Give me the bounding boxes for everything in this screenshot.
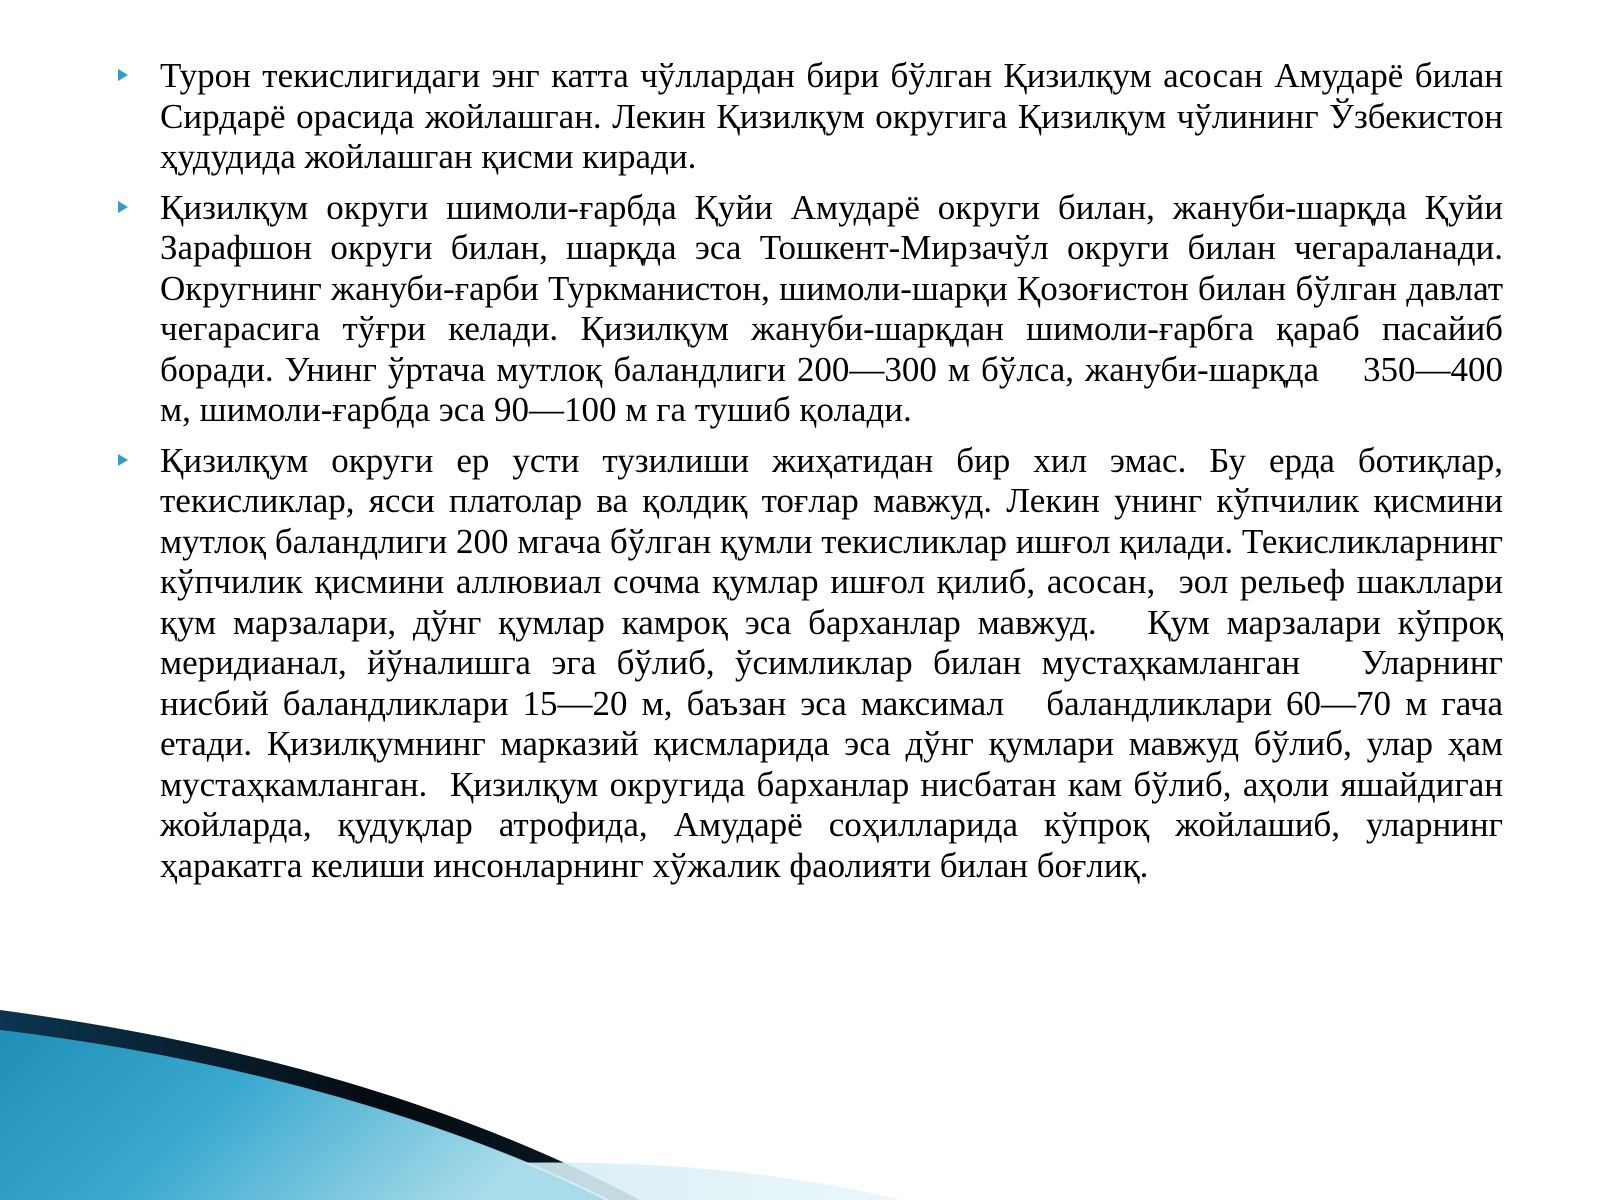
bullet-item <box>160 56 1512 178</box>
triangle-bullet-icon <box>116 451 130 469</box>
triangle-bullet-icon <box>116 198 130 216</box>
bullet-text: Қизилқум округи ер усти тузилиши жиҳатидан бир хил эмас. Бу ерда ботиқлар, текисликлар, ясси платолар ва қолдиқ тоғлар мавжуд. Лекин унинг кўпчилик қисмини мутлоқ баландлиги 200 мгача бўлган қумли текисликлар ишғол қилади. Текисликларнинг кўпчилик қисмини аллювиал сочма қумлар ишғол қилиб, асосан, эол рельеф шакллари қум марзалари, дўнг қумлар камроқ эса барханлар мавжуд. Қум марзалари кўпроқ меридианал, йўналишга эга бўлиб, ўсимликлар билан мустаҳкамланган Уларнинг нисбий баландликлари 15—20 м, баъзан эса максимал баландликлари 60—70 м гача етади. Қизилқумнинг марказий қисмларида эса дўнг қумлари мавжуд бўлиб, улар ҳам мустаҳкамланган. Қизилқум округида барханлар нисбатан кам бўлиб, аҳоли яшайдиган жойларда, қудуқлар атрофида, Амударё соҳилларида кўпроқ жойлашиб, уларнинг ҳаракатга келиши инсонларнинг хўжалик фаолияти билан боғлиқ. <box>160 440 1565 885</box>
triangle-bullet-icon <box>116 66 130 84</box>
slide-body <box>160 56 1565 896</box>
bullet-text: Қизилқум округи шимоли-ғарбда Қуйи Амударё округи билан, жануби-шарқда Қуйи Зарафшон округи билан, шарқда эса Тошкент-Мирзачўл округи билан чегараланади. Округнинг жануби-ғарби Туркманистон, шимоли-шарқи Қозоғистон билан бўлган давлат чегарасига тўғри келади. Қизилқум жануби-шарқдан шимоли-ғарбга қараб пасайиб боради. Унинг ўртача мутлоқ баландлиги 200—300 м бўлса, жануби-шарқда 350—400 м, шимоли-ғарбда эса 90—100 м га тушиб қолади. <box>160 187 1512 429</box>
bullet-item <box>160 440 1565 887</box>
bullet-text: Турон текислигидаги энг катта чўллардан бири бўлган Қизилқум асосан Амударё билан Сирдарё орасида жойлашган. Лекин Қизилқум округига Қизилқум чўлининг Ўзбекистон ҳудудида жойлашган қисми киради. <box>160 56 1512 176</box>
bullet-item <box>160 187 1512 431</box>
